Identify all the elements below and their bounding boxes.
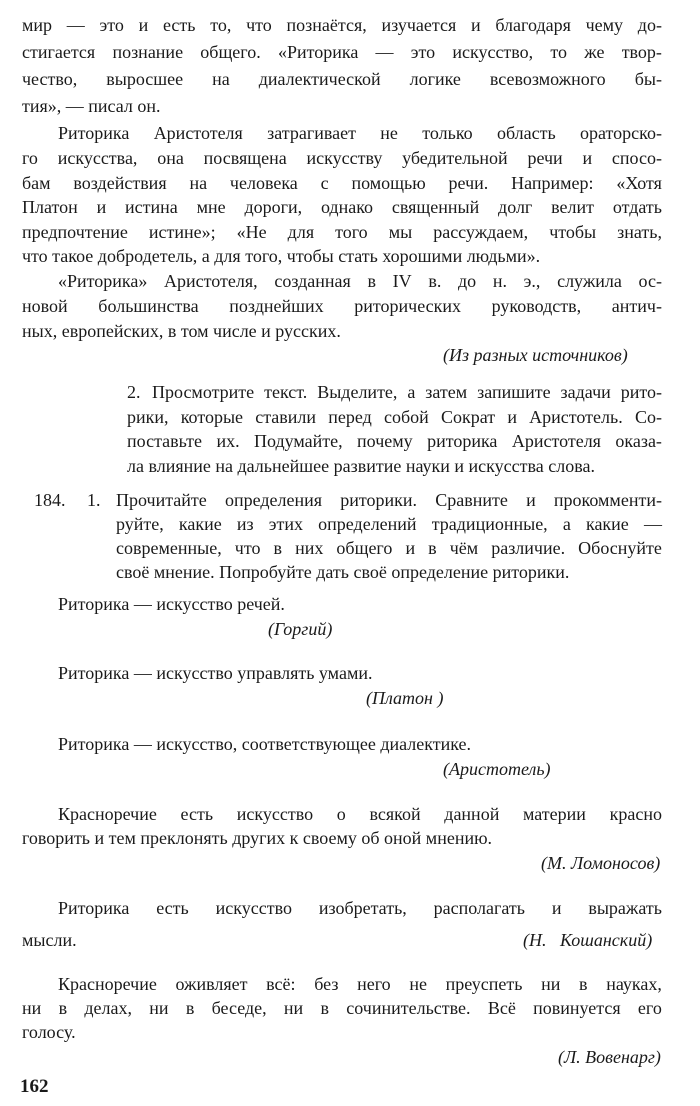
word: человека — [229, 173, 298, 193]
word: го — [22, 148, 38, 168]
word: отдать — [612, 197, 662, 217]
word: выражать — [588, 898, 662, 918]
exercise-line: ла влияние на дальнейшее развитие науки и искусства слова. — [127, 456, 595, 476]
word: до — [458, 271, 477, 291]
word: рики, — [127, 407, 169, 427]
word: — — [375, 42, 394, 62]
quote-text — [58, 975, 662, 993]
word: бы- — [634, 69, 662, 89]
word: есть — [180, 804, 214, 824]
word: поставьте — [127, 431, 203, 451]
word: риторики. — [340, 490, 418, 510]
word: «Риторика — [277, 42, 359, 62]
word: из — [236, 514, 254, 534]
word: то, — [210, 15, 232, 35]
word: на — [189, 173, 208, 193]
word: воздействия — [73, 173, 167, 193]
word: Аристотель. — [529, 407, 623, 427]
word: ни — [22, 998, 42, 1018]
word: и — [138, 15, 149, 35]
word: Со- — [634, 407, 662, 427]
word: священный — [391, 197, 480, 217]
word: Сравните — [435, 490, 508, 510]
word: ни — [283, 998, 304, 1018]
word: в — [185, 998, 195, 1018]
word: Обоснуйте — [578, 538, 662, 558]
word: не — [380, 123, 398, 143]
word: в — [320, 998, 329, 1018]
word: красно — [609, 804, 662, 824]
word: новой — [22, 296, 68, 316]
word: большинства — [98, 296, 199, 316]
word: риторических — [354, 296, 462, 316]
word: искусству — [306, 148, 383, 168]
word: на — [212, 69, 230, 89]
word: различие. — [491, 538, 566, 558]
word: какие — [178, 514, 222, 534]
quote-author: (Платон ) — [366, 688, 444, 708]
word: оказа- — [615, 431, 662, 451]
word: традиционные, — [431, 514, 548, 534]
word: задачи — [560, 382, 611, 402]
word: антич- — [611, 296, 662, 316]
text-line — [22, 16, 662, 34]
exercise-line — [116, 539, 662, 557]
word: в — [58, 998, 68, 1018]
word: Сократ — [440, 407, 496, 427]
quote-text — [58, 805, 662, 823]
word: какие — [585, 514, 629, 534]
exercise-line — [116, 515, 662, 533]
word: материи — [523, 804, 586, 824]
word: «Не — [236, 222, 267, 242]
word: в — [428, 538, 437, 558]
word: твор- — [621, 42, 662, 62]
text-line: ных, европейских, в том числе и русских. — [22, 321, 341, 341]
word: это — [99, 15, 124, 35]
word: предпочтение — [22, 222, 128, 242]
word: о — [336, 804, 346, 824]
text-line — [22, 43, 662, 61]
page-number: 162 — [20, 1076, 49, 1097]
word: есть — [162, 15, 196, 35]
word: только — [422, 123, 473, 143]
word: что — [246, 15, 272, 35]
word: располагать — [433, 898, 525, 918]
word: велит — [551, 197, 595, 217]
word: познание — [112, 42, 184, 62]
word: искусства, — [57, 148, 138, 168]
word: ни — [541, 974, 561, 994]
word: IV — [392, 271, 412, 291]
word: Аристотеля — [153, 123, 243, 143]
text-line — [22, 70, 662, 88]
word: и — [526, 490, 536, 510]
exercise-subnumber: 1. — [87, 490, 101, 510]
word: служила — [557, 271, 622, 291]
word: благодаря — [495, 15, 571, 35]
quote-author: (Горгий) — [268, 619, 333, 639]
word: и — [96, 197, 107, 217]
word: Просмотрите — [152, 382, 255, 402]
text-line: что такое добродетель, а для того, чтобы стать хорошими людьми». — [22, 246, 541, 266]
word: познаётся, — [286, 15, 367, 35]
word: с — [320, 173, 329, 193]
word: то — [550, 42, 568, 62]
word: а — [562, 514, 571, 534]
word: не — [409, 974, 427, 994]
word: повинуется — [533, 998, 621, 1018]
word: чему — [585, 15, 624, 35]
quote-text: Риторика — искусство, соответствующее диалектике. — [58, 734, 472, 754]
word: спосо- — [611, 148, 662, 168]
word: Всё — [487, 998, 516, 1018]
word: речи. — [448, 173, 489, 193]
word: мне — [196, 197, 226, 217]
word: преуспеть — [445, 974, 523, 994]
word: диалектической — [258, 69, 381, 89]
word: Прочитайте — [116, 490, 207, 510]
quote-author: (М. Ломоносов) — [541, 853, 661, 873]
word: риторика — [427, 431, 498, 451]
word: определений — [318, 514, 417, 534]
word: делах, — [84, 998, 132, 1018]
word: общего — [336, 538, 393, 558]
word: долг — [498, 197, 533, 217]
word: чтобы — [549, 222, 597, 242]
word: всевозможного — [489, 69, 606, 89]
word: Выделите, — [317, 382, 398, 402]
exercise-number: 2. — [127, 382, 141, 402]
exercise-line — [152, 383, 662, 401]
word: определения — [225, 490, 323, 510]
word: и — [405, 538, 416, 558]
word: этих — [268, 514, 304, 534]
word: перед — [328, 407, 372, 427]
quote-author: (Л. Вовенарг) — [558, 1047, 661, 1067]
word: науках, — [606, 974, 662, 994]
word: мир — [22, 15, 53, 35]
word: убедительной — [402, 148, 508, 168]
word: логике — [409, 69, 461, 89]
word: оживляет — [175, 974, 248, 994]
word: Аристотеля — [511, 431, 601, 451]
word: знать, — [617, 222, 662, 242]
word: чём — [449, 538, 479, 558]
word: того — [335, 222, 368, 242]
quote-author: (Н. Кошанский) — [523, 930, 653, 950]
word: — — [66, 15, 85, 35]
word: прокомменти- — [553, 490, 662, 510]
exercise-line — [127, 432, 662, 450]
word: в — [367, 271, 376, 291]
text-line — [22, 149, 662, 167]
word: их. — [216, 431, 240, 451]
word: ставили — [255, 407, 317, 427]
word: Риторика — [58, 898, 130, 918]
word: всякой — [369, 804, 421, 824]
word: и — [470, 15, 481, 35]
word: современные, — [116, 538, 222, 558]
word: почему — [357, 431, 413, 451]
source-attribution: (Из разных источников) — [443, 345, 628, 365]
word: стигается — [22, 42, 96, 62]
word: Аристотеля, — [164, 271, 258, 291]
quote-text: Риторика — искусство управлять умами. — [58, 663, 373, 683]
quote-author: (Аристотель) — [443, 759, 551, 779]
word: область — [496, 123, 556, 143]
word: это — [410, 42, 436, 62]
word: ораторско- — [580, 123, 662, 143]
word: затем — [425, 382, 468, 402]
word: же — [584, 42, 605, 62]
word: и — [507, 407, 517, 427]
word: чество, — [22, 69, 78, 89]
word: Красноречие — [58, 974, 157, 994]
word: без — [314, 974, 339, 994]
exercise-line — [127, 408, 662, 426]
word: искусство — [215, 898, 292, 918]
word: «Риторика» — [58, 271, 148, 291]
word: текст. — [264, 382, 308, 402]
word: что — [234, 538, 261, 558]
word: бам — [22, 173, 51, 193]
text-line — [58, 124, 662, 142]
word: и — [582, 148, 593, 168]
quote-text: голосу. — [22, 1022, 76, 1042]
word: позднейших — [229, 296, 324, 316]
word: а — [407, 382, 416, 402]
word: беседе, — [211, 998, 267, 1018]
text-line: тия», — писал он. — [22, 96, 161, 116]
word: которые — [180, 407, 244, 427]
word: однако — [320, 197, 374, 217]
word: созданная — [274, 271, 351, 291]
quote-text: мысли. — [22, 930, 77, 950]
word: для — [287, 222, 315, 242]
quote-text — [58, 899, 662, 917]
word: его — [637, 998, 662, 1018]
word: рито- — [620, 382, 662, 402]
exercise-line — [116, 491, 662, 509]
word: них — [295, 538, 324, 558]
word: в. — [428, 271, 442, 291]
word: ни — [149, 998, 169, 1018]
exercise-line: своё мнение. Попробуйте дать своё определение риторики. — [116, 562, 570, 582]
word: «Хотя — [616, 173, 662, 193]
word: искусство — [236, 804, 314, 824]
word: — — [643, 514, 662, 534]
word: выросшее — [106, 69, 184, 89]
word: него — [357, 974, 391, 994]
word: собой — [384, 407, 429, 427]
text-line — [22, 198, 662, 216]
word: запишите — [477, 382, 551, 402]
word: изучается — [381, 15, 457, 35]
word: сочинительстве. — [346, 998, 471, 1018]
word: Например: — [511, 173, 594, 193]
word: руйте, — [116, 514, 164, 534]
word: искусство, — [452, 42, 534, 62]
word: мы — [388, 222, 413, 242]
word: в — [273, 538, 283, 558]
quote-text: говорить и тем преклонять других к своему об оной мнению. — [22, 828, 493, 848]
word: затрагивает — [267, 123, 356, 143]
word: данной — [444, 804, 500, 824]
word: Платон — [22, 197, 78, 217]
word: истина — [125, 197, 178, 217]
word: и — [551, 898, 562, 918]
quote-text: Риторика — искусство речей. — [58, 594, 285, 614]
text-line — [22, 297, 662, 315]
word: Подумайте, — [253, 431, 343, 451]
word: всё: — [266, 974, 296, 994]
word: руководств, — [491, 296, 582, 316]
word: изобретать, — [318, 898, 407, 918]
word: истине»; — [148, 222, 216, 242]
word: помощью — [351, 173, 426, 193]
exercise-number: 184. — [34, 490, 66, 510]
word: речи — [527, 148, 563, 168]
text-line — [22, 223, 662, 241]
word: она — [157, 148, 184, 168]
word: н. — [492, 271, 507, 291]
word: дороги, — [244, 197, 303, 217]
word: э., — [523, 271, 541, 291]
word: ос- — [638, 271, 662, 291]
word: общего. — [200, 42, 261, 62]
word: в — [579, 974, 588, 994]
word: Красноречие — [58, 804, 157, 824]
text-line — [22, 174, 662, 192]
quote-text — [22, 999, 662, 1017]
word: до- — [637, 15, 662, 35]
word: Риторика — [58, 123, 130, 143]
word: рассуждаем, — [433, 222, 529, 242]
word: есть — [156, 898, 189, 918]
text-line — [58, 272, 662, 290]
word: посвящена — [203, 148, 287, 168]
